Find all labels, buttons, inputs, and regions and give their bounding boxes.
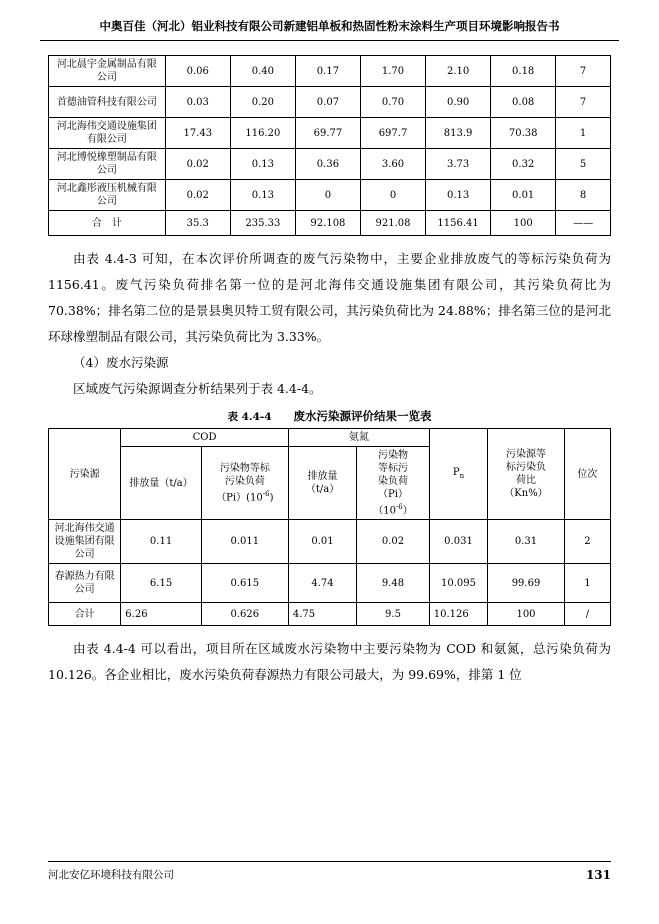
document-page (0, 18, 659, 924)
table-row (49, 56, 611, 87)
total-value: 100 (491, 211, 556, 236)
paragraph-block-1 (48, 246, 611, 350)
cell-value: 0.11 (121, 520, 202, 564)
cell-value: 116.20 (230, 118, 295, 149)
cell-value: 0.20 (230, 87, 295, 118)
cell-value: 0.13 (426, 180, 491, 211)
cell-rank: 7 (556, 87, 611, 118)
table-caption (48, 408, 611, 424)
total-label: 合计 (49, 603, 121, 626)
cell-value: 0.08 (491, 87, 556, 118)
total-value: 4.75 (288, 603, 356, 626)
cell-value: 6.15 (121, 564, 202, 603)
cell-rank: 7 (556, 56, 611, 87)
page-number: 131 (585, 867, 611, 882)
total-value: 35.3 (165, 211, 230, 236)
wastewater-pollution-table (48, 428, 611, 626)
total-value: 9.5 (357, 603, 430, 626)
cell-rank: 2 (564, 520, 610, 564)
table-row (49, 180, 611, 211)
cell-value: 0.31 (488, 520, 565, 564)
page-footer (48, 861, 611, 882)
header-ratio: 污染源等 标污染负 荷比 （Kn%） (488, 429, 565, 520)
source-name: 春源热力有限公司 (49, 564, 121, 603)
section-heading-wastewater: （4）废水污染源 (73, 355, 169, 370)
cell-value: 0.70 (360, 87, 425, 118)
total-rank: / (564, 603, 610, 626)
page-content (48, 55, 611, 688)
cell-value: 9.48 (357, 564, 430, 603)
cell-value: 0 (295, 180, 360, 211)
cell-rank: 5 (556, 149, 611, 180)
cell-value: 0.011 (201, 520, 288, 564)
header-rank: 位次 (564, 429, 610, 520)
cell-value: 0.02 (165, 149, 230, 180)
cell-value: 813.9 (426, 118, 491, 149)
total-value: 6.26 (121, 603, 202, 626)
total-value: 10.126 (429, 603, 487, 626)
total-value: 0.626 (201, 603, 288, 626)
company-name: 河北博悦橡塑制品有限公司 (49, 149, 166, 180)
cell-value: 0.17 (295, 56, 360, 87)
cell-value: 0.07 (295, 87, 360, 118)
cell-value: 0.06 (165, 56, 230, 87)
footer-company: 河北安亿环境科技有限公司 (48, 869, 174, 881)
company-name: 河北海伟交通设施集团有限公司 (49, 118, 166, 149)
source-name: 河北海伟交通设施集团有限公司 (49, 520, 121, 564)
total-value: 100 (488, 603, 565, 626)
cell-value: 69.77 (295, 118, 360, 149)
cell-value: 0.32 (491, 149, 556, 180)
cell-value: 0.18 (491, 56, 556, 87)
table-number: 表 4.4-4 (227, 411, 272, 423)
header-cod-emission: 排放量（t/a） (121, 447, 202, 520)
paragraph-wastewater-intro: 区域废气污染源调查分析结果列于表 4.4-4。 (73, 381, 322, 396)
cell-value: 0.13 (230, 149, 295, 180)
header-cod-load: 污染物等标 污染负荷 $(Pi)(10^{-6})$ (201, 447, 288, 520)
table-header-row (49, 429, 611, 447)
table-total-row (49, 603, 611, 626)
header-ammonia: 氨氮 (288, 429, 429, 447)
cell-value: 0.03 (165, 87, 230, 118)
total-rank: —— (556, 211, 611, 236)
cell-rank: 8 (556, 180, 611, 211)
cell-value: 3.60 (360, 149, 425, 180)
cell-value: 0.40 (230, 56, 295, 87)
table-row (49, 149, 611, 180)
total-value: 921.08 (360, 211, 425, 236)
header-nh-load: 污染物 等标污 染负荷 （Pi） $(10^{-6})$ (357, 447, 430, 520)
cell-value: 0.02 (165, 180, 230, 211)
header-cod: COD (121, 429, 289, 447)
company-name: 河北鑫彤液压机械有限公司 (49, 180, 166, 211)
table-row (49, 87, 611, 118)
cell-value: 0.13 (230, 180, 295, 211)
paragraph-block-2 (48, 636, 611, 688)
cell-value: 0.031 (429, 520, 487, 564)
table-row (49, 520, 611, 564)
header-nh-emission: 排放量 （t/a） (288, 447, 356, 520)
total-label: 合 计 (49, 211, 166, 236)
paragraph-gas-summary: 由表 4.4-3 可知，在本次评价所调查的废气污染物中，主要企业排放废气的等标污染负荷为 1156.41。废气污染负荷排名第一位的是河北海伟交通设施集团有限公司，其污染负荷比为 70.38%；排名第二位的是景县奥贝特工贸有限公司，其污染负荷比为 24.88%；排名第三位的是河北环球橡塑制品有限公司，其污染负荷比为 3.33%。 (48, 251, 611, 344)
cell-value: 2.10 (426, 56, 491, 87)
company-name: 河北晨宇金属制品有限公司 (49, 56, 166, 87)
cell-value: 70.38 (491, 118, 556, 149)
header-pn: $P_n$ (429, 429, 487, 520)
total-value: 92.108 (295, 211, 360, 236)
table-title: 废水污染源评价结果一览表 (293, 409, 432, 423)
cell-value: 0.90 (426, 87, 491, 118)
cell-value: 697.7 (360, 118, 425, 149)
header-source-group: 污染源 (49, 429, 121, 520)
paragraph-wastewater-summary: 由表 4.4-4 可以看出，项目所在区域废水污染物中主要污染物为 COD 和氨氮，总污染负荷为 10.126。各企业相比，废水污染负荷春源热力有限公司最大，为 99.69%，排第 1 位 (48, 641, 611, 683)
table-total-row (49, 211, 611, 236)
cell-value: 1.70 (360, 56, 425, 87)
page-header: 中奥百佳（河北）铝业科技有限公司新建铝单板和热固性粉末涂料生产项目环境影响报告书 (40, 18, 619, 41)
cell-value: 0 (360, 180, 425, 211)
company-name: 首德油管科技有限公司 (49, 87, 166, 118)
cell-value: 10.095 (429, 564, 487, 603)
table-row (49, 564, 611, 603)
cell-value: 0.36 (295, 149, 360, 180)
cell-rank: 1 (556, 118, 611, 149)
total-value: 235.33 (230, 211, 295, 236)
cell-value: 0.01 (491, 180, 556, 211)
cell-value: 4.74 (288, 564, 356, 603)
total-value: 1156.41 (426, 211, 491, 236)
cell-value: 0.02 (357, 520, 430, 564)
table-row (49, 118, 611, 149)
gas-pollution-table (48, 55, 611, 236)
cell-value: 99.69 (488, 564, 565, 603)
cell-value: 17.43 (165, 118, 230, 149)
cell-value: 0.615 (201, 564, 288, 603)
cell-rank: 1 (564, 564, 610, 603)
cell-value: 3.73 (426, 149, 491, 180)
cell-value: 0.01 (288, 520, 356, 564)
